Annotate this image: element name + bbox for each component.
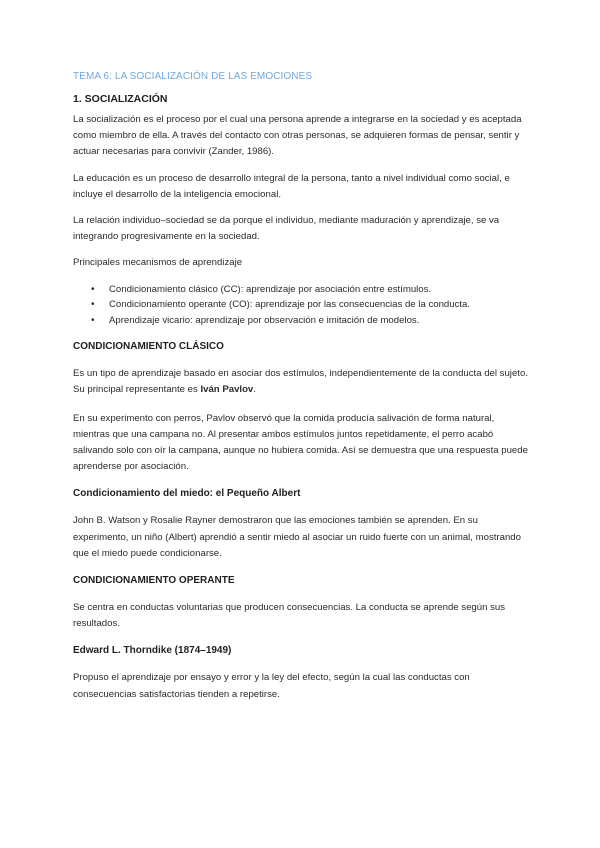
topic-title: TEMA 6: LA SOCIALIZACIÓN DE LAS EMOCIONES: [73, 71, 313, 82]
document-page: [73, 70, 528, 715]
paragraph-educacion: La educación es un proceso de desarrollo integral de la persona, tanto a nivel individual como social, e incluye el desarrollo de la inteligencia emocional.: [73, 172, 510, 200]
subheading-pequeno-albert: Condicionamiento del miedo: el Pequeño Albert: [73, 488, 301, 500]
section-heading-socializacion: 1. SOCIALIZACIÓN: [73, 93, 168, 105]
clasico-definition-end: .: [253, 384, 256, 396]
list-item: • Aprendizaje vicario: aprendizaje por observación e imitación de modelos.: [73, 313, 528, 329]
clasico-definition-text: Es un tipo de aprendizaje basado en asociar dos estímulos, independientemente de la conducta del sujeto. Su principal representante es: [73, 368, 528, 396]
paragraph-pavlov-experiment: En su experimento con perros, Pavlov observó que la comida producía salivación de forma natural, mientras que una campana no. Al presentar ambos estímulos juntos repetidamente, el perro acabó salivando solo con oír la campana, aunque no hubiera comida. Así se demuestra que una respuesta puede aprenderse por asociación.: [73, 412, 528, 473]
paragraph-individuo-sociedad: La relación individuo–sociedad se da porque el individuo, mediante maduración y aprendizaje, se va integrando progresivamente en la sociedad.: [73, 215, 500, 243]
section-heading-condicionamiento-clasico: CONDICIONAMIENTO CLÁSICO: [73, 341, 224, 353]
mechanisms-label: Principales mecanismos de aprendizaje: [73, 257, 243, 269]
paragraph-clasico-definition: [73, 366, 528, 398]
paragraph-operante-definition: Se centra en conductas voluntarias que producen consecuencias. La conducta se aprende según sus resultados.: [73, 601, 506, 630]
section-heading-condicionamiento-operante: CONDICIONAMIENTO OPERANTE: [73, 574, 235, 586]
subheading-thorndike: Edward L. Thorndike (1874–1949): [73, 645, 232, 657]
paragraph-watson-rayner: John B. Watson y Rosalie Rayner demostraron que las emociones también se aprenden. En su experimento, un niño (Albert) aprendió a sentir miedo al asociar un ruido fuerte con un animal, mostrando que el miedo puede condicionarse.: [73, 515, 521, 559]
paragraph-socializacion-definition: La socialización es el proceso por el cual una persona aprende a integrarse en la sociedad y es aceptada como miembro de ella. A través del contacto con otras personas, se adquieren formas de pensar, sentir y actuar necesarias para convivir (Zander, 1986).: [73, 114, 522, 158]
pavlov-name: Iván Pavlov: [200, 384, 254, 396]
paragraph-thorndike: Propuso el aprendizaje por ensayo y error y la ley del efecto, según la cual las conductas con consecuencias satisfactorias tienden a repetirse.: [73, 672, 470, 700]
list-item: • Condicionamiento operante (CO): aprendizaje por las consecuencias de la conducta.: [73, 297, 528, 313]
mechanisms-list: [73, 282, 528, 329]
list-item: • Condicionamiento clásico (CC): aprendizaje por asociación entre estímulos.: [73, 282, 528, 298]
